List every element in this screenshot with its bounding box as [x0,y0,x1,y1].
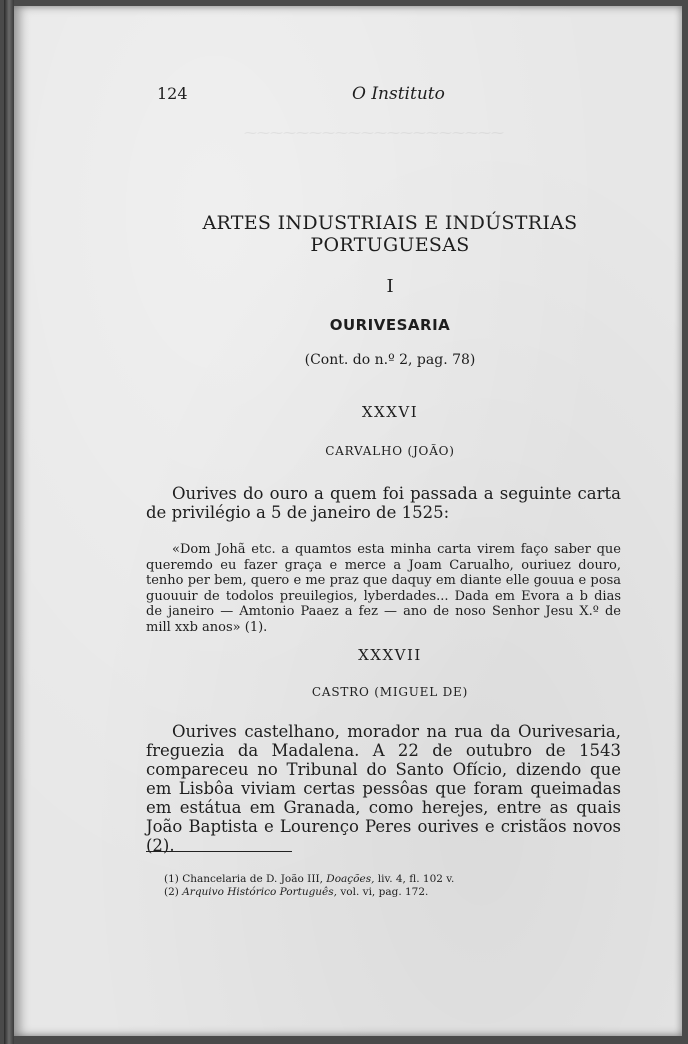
footnotes [164,873,604,899]
entry-quote-carvalho: «Dom Johã etc. a quamtos esta minha carta virem faço saber que queremdo eu fazer graça e merce a Joam Carualho, ouriuez douro, tenho per bem, quero e me praz que daquy em diante elle gouua e posa guouuir de todolos preuilegios, lyberdades... Dada em Evora a b dias de janeiro — Amtonio Paaez a fez — ano de noso Senhor Jesu X.º de mill xxb anos» (1). [146,542,621,635]
section-title: OURIVESARIA [329,316,451,334]
footnote-text: Chancelaria de D. João III, [182,873,323,885]
entry-paragraph-castro: Ourives castelhano, morador na rua da Ourivesaria, freguezia da Madalena. A 22 de outubro de 1543 compareceu no Tribunal do Santo Ofício, dizendo que em Lisbôa viviam certas pessôas que foram queimadas em estátua em Granada, como herejes, entre as quais João Baptista e Lourenço Peres ourives e cristãos novos (2). [146,722,621,855]
article-title: ARTES INDUSTRIAIS E INDÚSTRIAS PORTUGUESAS [202,212,578,256]
book-spine-edge [4,0,14,1044]
part-number: I [386,276,394,297]
continuation-note: (Cont. do n.º 2, pag. 78) [304,352,476,368]
entry-paragraph-carvalho: Ourives do ouro a quem foi passada a seguinte carta de privilégio a 5 de janeiro de 1525: [146,484,621,522]
page-number: 124 [157,84,188,103]
entry-name-castro: CASTRO (MIGUEL DE) [311,685,469,699]
footnote-text-after: vol. vi, pag. 172. [340,886,429,898]
entry-number-xxxvii: XXXVII [358,646,422,664]
bleed-through-texture: ⁓⁓⁓⁓⁓⁓⁓⁓⁓⁓⁓⁓⁓⁓⁓⁓⁓⁓⁓⁓ [244,126,504,141]
entry-name-carvalho: CARVALHO (JOÃO) [325,444,455,458]
footnote-text-after: liv. 4, fl. 102 v. [377,873,455,885]
footnote-marker: (2) [164,886,179,898]
entry-number-xxxvi: XXXVI [361,403,419,421]
footnote-1 [164,873,604,886]
footnote-italic-source: Arquivo Histórico Português, [182,886,338,898]
footnote-italic-source: Doações, [326,873,375,885]
footnote-2 [164,886,604,899]
running-header-title: O Instituto [352,84,445,104]
footnote-divider [146,851,292,852]
footnote-marker: (1) [164,873,179,885]
